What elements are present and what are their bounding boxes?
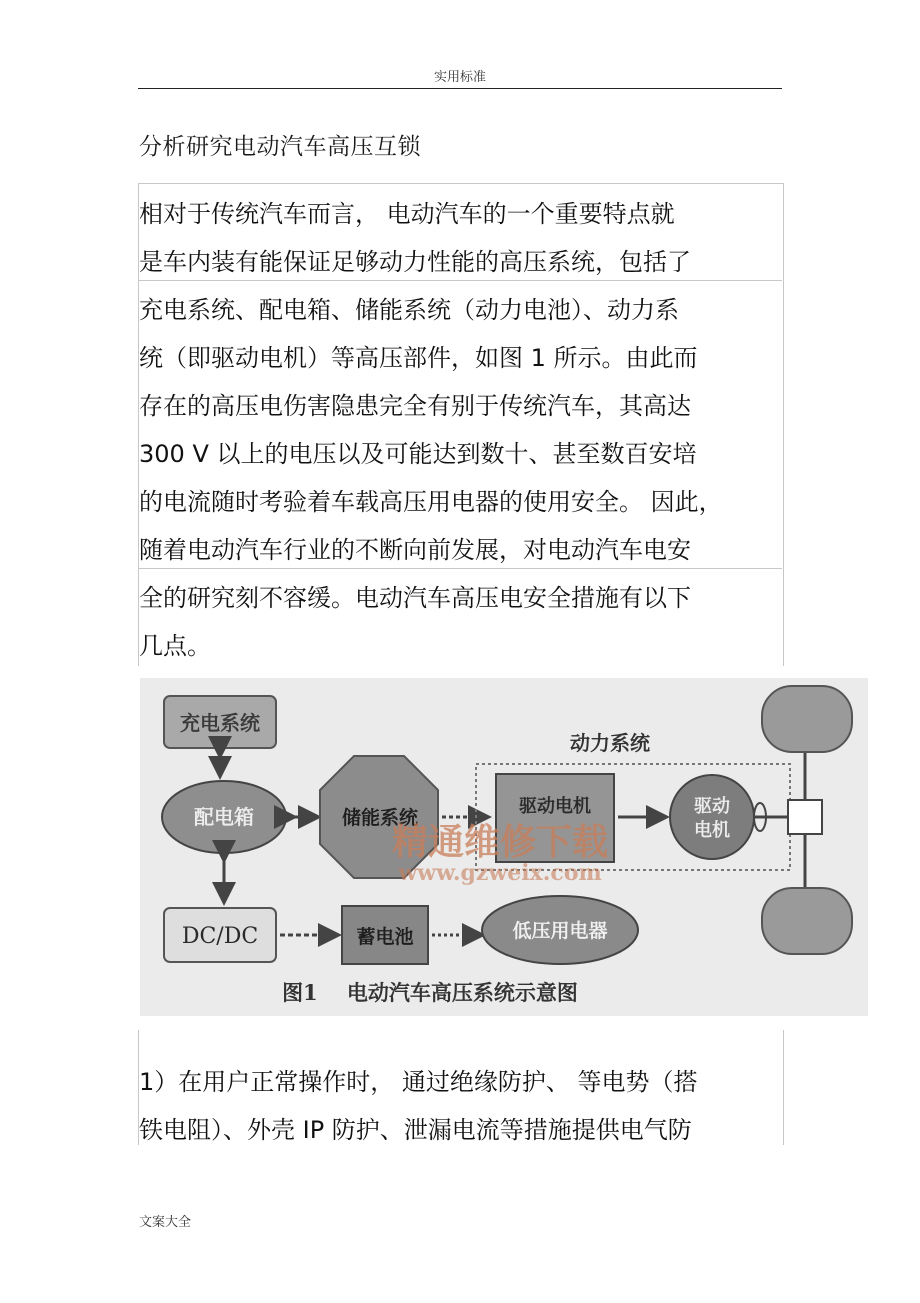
paragraph-line: 相对于传统汽车而言， 电动汽车的一个重要特点就: [139, 200, 675, 228]
page-header: 实用标准: [433, 70, 486, 85]
paragraph-line: 300 V 以上的电压以及可能达到数十、甚至数百安培: [139, 440, 697, 468]
frame-divider: [138, 568, 782, 569]
page-footer: 文案大全: [139, 1215, 192, 1230]
power-system-label: 动力系统: [570, 731, 650, 755]
differential-box: [788, 800, 822, 834]
charging-system-label: 充电系统: [180, 711, 260, 735]
paragraph-line: 全的研究刻不容缓。电动汽车高压电安全措施有以下: [139, 584, 691, 612]
paragraph-line: 统（即驱动电机）等高压部件，如图 1 所示。由此而: [139, 344, 698, 372]
low-voltage-label: 低压用电器: [512, 920, 608, 942]
drive-motor-node: [670, 775, 754, 859]
dcdc-label: DC/DC: [181, 924, 259, 949]
drive-motor-box-label: 驱动电机: [519, 796, 591, 817]
paragraph-line: 充电系统、配电箱、储能系统（动力电池）、动力系: [139, 296, 679, 324]
paragraph-line: 的电流随时考验着车载高压用电器的使用安全。 因此，: [139, 488, 723, 516]
document-title: 分析研究电动汽车高压互锁: [139, 134, 421, 160]
drive-motor-label-line1: 驱动: [694, 796, 730, 817]
wheel-bottom: [762, 888, 852, 954]
watermark-text: 精通维修下载: [391, 821, 609, 863]
drive-motor-label-line2: 电机: [694, 820, 730, 841]
frame-divider: [138, 280, 782, 281]
paragraph-line: 随着电动汽车行业的不断向前发展，对电动汽车电安: [139, 536, 691, 564]
wheel-top: [762, 686, 852, 752]
paragraph-line: 铁电阻）、外壳 IP 防护、泄漏电流等措施提供电气防: [139, 1116, 692, 1144]
paragraph-line: 是车内装有能保证足够动力性能的高压系统，包括了: [139, 248, 691, 276]
paragraph-line: 存在的高压电伤害隐患完全有别于传统汽车，其高达: [139, 392, 691, 420]
system-diagram: [140, 678, 868, 1016]
storage-system-label: 储能系统: [341, 807, 419, 829]
figure-caption: 图1 电动汽车高压系统示意图: [282, 980, 578, 1005]
paragraph-line: 1）在用户正常操作时， 通过绝缘防护、 等电势（搭: [139, 1068, 698, 1096]
distribution-box-label: 配电箱: [194, 805, 254, 829]
watermark-url: www.gzweix.com: [398, 860, 602, 886]
header-rule: [138, 88, 782, 89]
paragraph-line: 几点。: [139, 632, 211, 660]
battery-label: 蓄电池: [356, 926, 414, 948]
